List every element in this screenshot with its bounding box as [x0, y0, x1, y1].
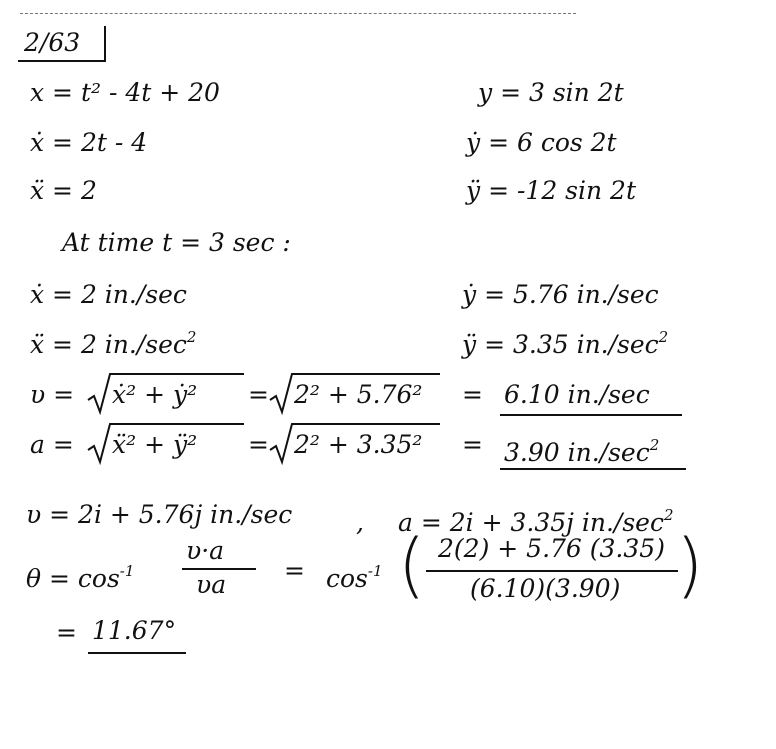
y-ddot-exponent: 2	[658, 328, 669, 346]
speed-eq-1: =	[248, 380, 269, 409]
speed-result-underline	[500, 414, 682, 416]
speed-eq-2: =	[462, 380, 483, 409]
y-dot-equation: ẏ = 6 cos 2t	[466, 128, 617, 157]
speed-root-2: 2² + 5.76²	[294, 380, 423, 409]
accel-result	[504, 430, 659, 468]
accel-result-text: 3.90 in./sec	[504, 438, 650, 467]
y-dot-value: ẏ = 5.76 in./sec	[462, 280, 659, 309]
final-eq: =	[56, 618, 77, 647]
accel-root-1: ẍ² + ÿ²	[112, 430, 198, 459]
angle-fraction2-bar	[426, 570, 678, 572]
y-ddot-equation: ÿ = -12 sin 2t	[466, 176, 636, 205]
accel-root-2: 2² + 3.35²	[294, 430, 423, 459]
page-top-rule	[20, 13, 576, 14]
x-dot-value: ẋ = 2 in./sec	[30, 280, 187, 309]
angle-eq: =	[284, 556, 305, 585]
x-ddot-value-text: ẍ = 2 in./sec	[30, 330, 187, 359]
accel-vector	[398, 500, 674, 538]
velocity-vector: υ = 2i + 5.76j in./sec	[26, 500, 293, 529]
final-angle-result: 11.67°	[92, 616, 177, 645]
x-ddot-exponent: 2	[186, 328, 197, 346]
accel-result-exponent: 2	[649, 436, 660, 454]
x-equation: x = t² - 4t + 20	[30, 78, 220, 107]
problem-number-box	[18, 26, 106, 62]
angle-left-paren: (	[398, 524, 426, 606]
angle-fraction-numerator: υ·a	[186, 536, 225, 565]
angle-lhs	[26, 556, 134, 594]
accel-result-underline	[500, 468, 686, 470]
vector-separator: ,	[356, 508, 364, 537]
angle-fraction2-denominator: (6.10)(3.90)	[470, 574, 621, 603]
accel-vector-text: a = 2i + 3.35j in./sec	[398, 508, 664, 537]
x-dot-equation: ẋ = 2t - 4	[30, 128, 148, 157]
final-result-underline	[88, 652, 186, 654]
angle-fraction-denominator: υa	[196, 570, 227, 599]
y-equation: y = 3 sin 2t	[478, 78, 624, 107]
y-ddot-value-text: ÿ = 3.35 in./sec	[462, 330, 659, 359]
problem-number: 2/63	[24, 28, 81, 57]
x-ddot-value	[30, 322, 196, 360]
angle-inverse-2: -1	[367, 562, 383, 580]
y-ddot-value	[462, 322, 668, 360]
angle-fraction2-numerator: 2(2) + 5.76 (3.35)	[438, 534, 665, 563]
accel-lhs: a =	[30, 430, 74, 459]
x-ddot-equation: ẍ = 2	[30, 176, 97, 205]
accel-vector-exponent: 2	[663, 506, 674, 524]
speed-lhs: υ =	[30, 380, 75, 409]
accel-eq-1: =	[248, 430, 269, 459]
angle-right-paren: )	[676, 524, 704, 606]
angle-lhs-text: θ = cos	[26, 564, 120, 593]
angle-inverse-1: -1	[119, 562, 135, 580]
at-time-statement: At time t = 3 sec :	[62, 228, 291, 257]
speed-root-1: ẋ² + ẏ²	[112, 380, 198, 409]
angle-cos-2	[326, 556, 383, 594]
accel-eq-2: =	[462, 430, 483, 459]
speed-result: 6.10 in./sec	[504, 380, 650, 409]
angle-cos-2-text: cos	[326, 564, 368, 593]
